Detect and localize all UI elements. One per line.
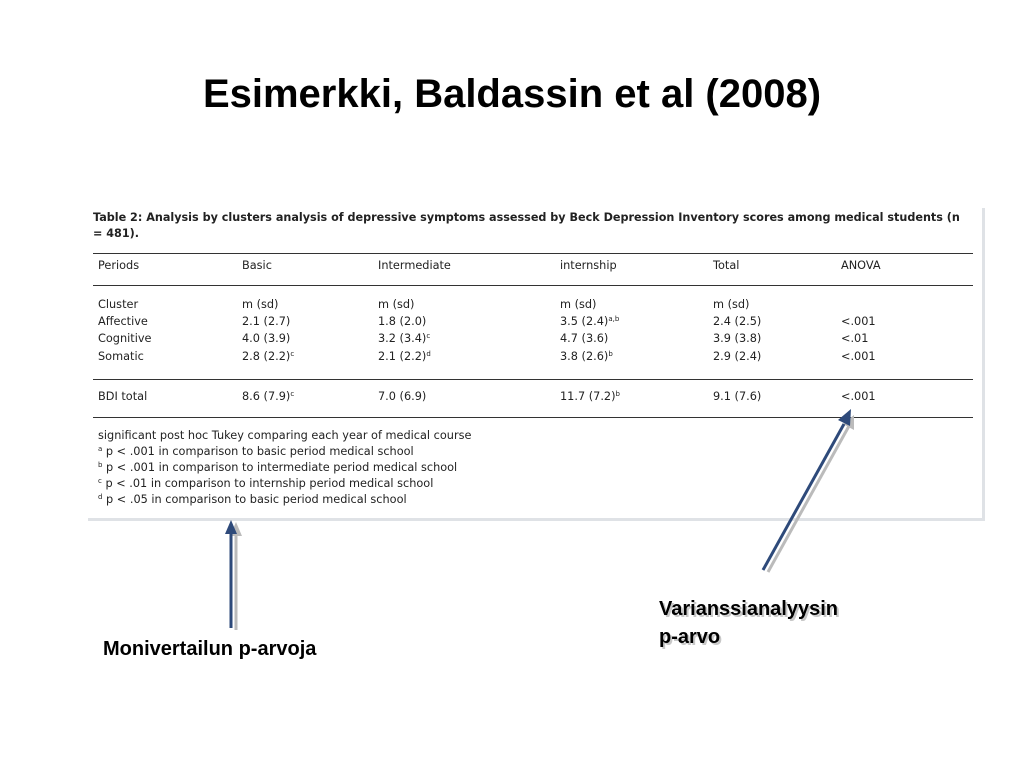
cell-value: 2.1 (2.2) <box>378 350 427 363</box>
slide-title: Esimerkki, Baldassin et al (2008) <box>202 72 822 116</box>
cell-value: 3.8 (2.6) <box>560 350 609 363</box>
footnote-arrow <box>225 520 242 630</box>
footnote-text: p < .01 in comparison to internship period medical school <box>105 477 434 490</box>
cell-value: 1.8 (2.0) <box>378 315 427 328</box>
anova-label-line2: p-arvo <box>659 626 721 648</box>
column-header: Intermediate <box>378 259 451 272</box>
anova-arrow <box>763 409 854 572</box>
cell-value: <.001 <box>841 350 876 363</box>
cell-value: 7.0 (6.9) <box>378 390 427 403</box>
cell-value: Cluster <box>98 298 139 311</box>
cell-footnote-marker: c <box>426 332 431 340</box>
cell-value: 3.9 (3.8) <box>713 332 762 345</box>
cell-value: <.001 <box>841 315 876 328</box>
footnote-text: p < .001 in comparison to intermediate period medical school <box>106 461 458 474</box>
column-header: ANOVA <box>841 259 881 272</box>
cell-footnote-marker: c <box>290 350 295 358</box>
column-header: Total <box>713 259 740 272</box>
footnote-text: p < .001 in comparison to basic period medical school <box>105 445 414 458</box>
cell-value: 4.0 (3.9) <box>242 332 291 345</box>
cell-footnote-marker: a,b <box>608 315 620 323</box>
cell-value: BDI total <box>98 390 148 403</box>
column-header: Basic <box>242 259 272 272</box>
cell-value: Somatic <box>98 350 144 363</box>
footnote-text: p < .05 in comparison to basic period medical school <box>106 493 407 506</box>
cell-value: Affective <box>98 315 148 328</box>
cell-footnote-marker: b <box>608 350 613 358</box>
cell-value: m (sd) <box>713 298 750 311</box>
cell-value: 2.9 (2.4) <box>713 350 762 363</box>
cell-footnote-marker: d <box>426 350 431 358</box>
column-header: Periods <box>98 259 140 272</box>
cell-value: <.01 <box>841 332 869 345</box>
cell-value: m (sd) <box>242 298 279 311</box>
cell-footnote-marker: c <box>290 390 295 398</box>
cell-value: <.001 <box>841 390 876 403</box>
cell-value: 2.1 (2.7) <box>242 315 291 328</box>
cell-value: 11.7 (7.2) <box>560 390 616 403</box>
cell-value: 9.1 (7.6) <box>713 390 762 403</box>
column-header: internship <box>560 259 617 272</box>
cell-value: Cognitive <box>98 332 152 345</box>
cell-value: 4.7 (3.6) <box>560 332 609 345</box>
cell-value: 2.4 (2.5) <box>713 315 762 328</box>
multiple-comparison-label: Monivertailun p-arvoja <box>103 638 317 660</box>
cell-value: 3.5 (2.4) <box>560 315 609 328</box>
footnote-marker: c <box>98 477 102 485</box>
anova-label-line1: Varianssianalyysin <box>659 598 839 620</box>
cell-value: 2.8 (2.2) <box>242 350 291 363</box>
table-caption: Table 2: Analysis by clusters analysis of depressive symptoms assessed by Beck Depression Inventory scores among medical students (n = 481). <box>93 211 960 240</box>
footnote-marker: d <box>98 493 103 501</box>
footnote-marker: b <box>98 461 103 469</box>
cell-value: 3.2 (3.4) <box>378 332 427 345</box>
footnote-marker: a <box>98 445 103 453</box>
cell-value: m (sd) <box>560 298 597 311</box>
cell-footnote-marker: b <box>615 390 620 398</box>
cell-value: 8.6 (7.9) <box>242 390 291 403</box>
cell-value: m (sd) <box>378 298 415 311</box>
footnote-text: significant post hoc Tukey comparing each year of medical course <box>98 429 472 442</box>
